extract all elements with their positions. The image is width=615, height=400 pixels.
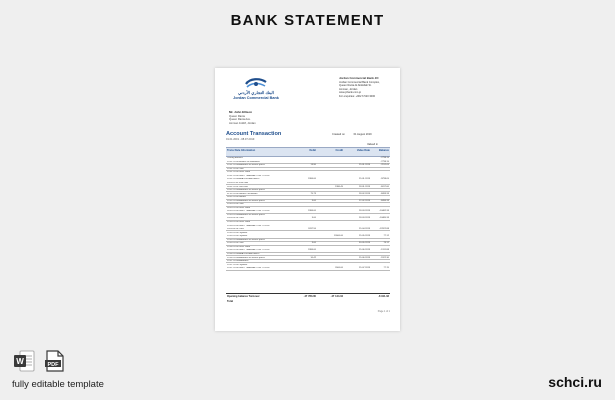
column-header-date: Trans Date Information xyxy=(227,149,256,152)
bank-name: Jordan Commercial Bank JO xyxy=(339,76,379,80)
cell-balance: -7798.15 xyxy=(380,157,389,160)
cell-date: 28.01.2019 Visa card xyxy=(227,185,248,188)
total-row xyxy=(226,300,390,305)
bank-logo-icon xyxy=(244,77,268,90)
section-title: Account Transaction xyxy=(226,131,282,137)
customer-address-block xyxy=(229,111,309,125)
cell-date: 25.06.2019 DEBIT TRANSACTION TO ELS xyxy=(227,249,270,252)
table-body xyxy=(226,157,390,271)
cell-credit: 1380.45 xyxy=(335,185,343,188)
cell-date: 25.01.2019 Allowance of service prices xyxy=(227,164,265,167)
cell-debit: 75.73 xyxy=(310,192,316,195)
cell-balance: 77.70 xyxy=(383,267,389,270)
cell-value-date: 30.05.2019 xyxy=(359,242,370,245)
cell-date: 25.06.2019 Direct Debit xyxy=(227,245,250,248)
cell-date: 25.05.2019 Card xyxy=(227,242,244,245)
bank-address-line: Amman, Jordan xyxy=(339,87,358,91)
cell-date: 25.04.2019 DEBIT TRANSACTION TO ELS xyxy=(227,224,270,227)
totals-balance: -8 911.33 xyxy=(378,295,389,298)
footer-caption: fully editable template xyxy=(12,379,104,390)
cell-date: 2019-01-30 Visa card xyxy=(227,182,248,185)
cell-balance: -8496.33 xyxy=(380,199,389,202)
footer-site-name[interactable]: schci.ru xyxy=(548,374,602,390)
cell-date: 25.01.2019 Direct Debit xyxy=(227,171,250,174)
cell-date: 25.07.2019 Allowance xyxy=(227,260,249,263)
cell-balance: -10485.33 xyxy=(379,217,389,220)
cell-date: 25.05.2019 Allowance of service prices xyxy=(227,238,265,241)
transactions-table xyxy=(226,147,390,271)
cell-date: Closing Balance xyxy=(227,157,243,160)
cell-balance: -12922.88 xyxy=(379,228,389,231)
cell-date: 25.01.2019 AMA/ ESTABLISHED xyxy=(227,178,260,181)
totals-debit: -47 783.00 xyxy=(303,295,316,298)
cell-debit: 10.42 xyxy=(310,256,316,259)
customer-address-line: Amman 11118, Jordan xyxy=(229,121,256,125)
table-row xyxy=(226,267,390,271)
pdf-file-icon[interactable] xyxy=(44,350,66,372)
cell-date: 25.07.2019 DEBIT TRANSACTION TO ELS xyxy=(227,267,270,270)
cell-date: 25.07.2019 Payment xyxy=(227,263,248,266)
valued-in-label: Valued in xyxy=(367,143,379,146)
customer-address-line: Queen Rania xyxy=(229,114,245,118)
cell-value-date: 28.03.2019 xyxy=(359,217,370,220)
cell-date: 25.01.2019 Card xyxy=(227,167,244,170)
cell-value-date: 25.05.2019 xyxy=(359,235,370,238)
cell-date: 25.02.2019 Allowance of service prices xyxy=(227,199,265,202)
cell-date: 25.04.2019 Direct Debit xyxy=(227,221,250,224)
word-badge-label: W xyxy=(16,357,24,366)
cell-date: 2019-04-28 Card xyxy=(227,228,244,231)
cell-balance: -10482.33 xyxy=(379,210,389,213)
cell-date: 25.01.2019 Balance of settlement xyxy=(227,160,260,163)
logo-english-text: Jordan Commercial Bank xyxy=(233,96,279,100)
cell-value-date: 22.02.2019 xyxy=(359,199,370,202)
cell-debit: 3.00 xyxy=(311,199,316,202)
totals-label: Opening balance Turnover xyxy=(227,295,260,298)
cell-balance: -1922.30 xyxy=(380,256,389,259)
cell-debit: 3.00 xyxy=(311,242,316,245)
cell-debit: 1986.00 xyxy=(308,210,316,213)
cell-balance: -1911.88 xyxy=(380,249,389,252)
cell-date: 28.02.2019 Interest xyxy=(227,196,246,199)
cell-balance: -7812.05 xyxy=(380,164,389,167)
cell-value-date: 25.06.2019 xyxy=(359,256,370,259)
cell-date: 25.03.2019 Allowance of service prices xyxy=(227,213,265,216)
bank-address-line: Queen Rania Al Abdullah St. xyxy=(339,84,372,87)
column-header-value-date: Value Date xyxy=(356,149,370,152)
created-date xyxy=(332,133,372,136)
cell-balance: -8493.33 xyxy=(380,192,389,195)
cell-date: 25.05.2019 Payment xyxy=(227,231,248,234)
cell-value-date: 25.01.2019 xyxy=(359,178,370,181)
cell-balance: -7798.15 xyxy=(380,160,389,163)
cell-date: 2019-03-28 Card xyxy=(227,217,244,220)
customer-address-line: Queen Rania Ave. xyxy=(229,118,251,121)
table-header xyxy=(226,147,390,157)
created-value: 01 August 2019 xyxy=(353,133,372,136)
totals-block xyxy=(226,293,390,304)
cell-date: 28.03.2019 Direct Debit xyxy=(227,206,250,209)
bank-address-block xyxy=(339,77,397,98)
column-header-debit: Debit xyxy=(309,149,316,152)
cell-date: 25.01.2019 DEBIT TRANSACTION TO ELS xyxy=(227,174,270,177)
bank-address-line: Jordan Commercial Bank Complex, xyxy=(339,80,380,84)
pdf-badge-label: PDF xyxy=(47,361,59,368)
cell-date: 24.02.2019 Allowance of service prices xyxy=(227,189,265,192)
cell-date: 31.02.2019 Interest Calculation xyxy=(227,192,258,195)
cell-date: 25.06.2019 AMA/ ESTABLISHED xyxy=(227,252,260,255)
cell-value-date: 28.01.2019 xyxy=(359,185,370,188)
cell-balance: -9798.05 xyxy=(380,178,389,181)
page-title: BANK STATEMENT xyxy=(230,12,385,29)
cell-credit: 2000.00 xyxy=(335,267,343,270)
logo-arabic-text: البنك التجاري الأردني xyxy=(238,90,274,95)
cell-value-date: 25.07.2019 xyxy=(359,267,370,270)
bank-phone: For enquiries: +962 6 520 3000 xyxy=(339,94,376,98)
cell-value-date: 25.06.2019 xyxy=(359,249,370,252)
customer-name: Mr. John Ellison xyxy=(229,110,253,114)
cell-date: 28.03.2019 DEBIT TRANSACTION TO ELS xyxy=(227,210,270,213)
cell-date: 25.05.2019 Payment xyxy=(227,235,248,238)
cell-debit: 13.90 xyxy=(310,164,316,167)
word-file-icon[interactable] xyxy=(13,350,35,372)
cell-debit: 3.00 xyxy=(311,217,316,220)
cell-balance: 77.12 xyxy=(383,235,389,238)
cell-balance: 74.12 xyxy=(383,242,389,245)
created-label: Created on xyxy=(332,133,345,136)
cell-date: 25.06.2019 Allowance of service prices xyxy=(227,256,265,259)
cell-value-date: 25.04.2019 xyxy=(359,228,370,231)
cell-debit: 2437.55 xyxy=(308,228,316,231)
cell-value-date: 25.01.2019 xyxy=(359,164,370,167)
statement-period: 01.01.2019 - 08.07.2019 xyxy=(226,138,255,141)
cell-value-date: 28.03.2019 xyxy=(359,210,370,213)
cell-debit: 1986.00 xyxy=(308,249,316,252)
column-header-balance: Balance xyxy=(379,149,389,152)
bank-website: www.jcbank.com.jo xyxy=(339,91,362,94)
cell-balance: -8417.60 xyxy=(380,185,389,188)
column-header-credit: Credit xyxy=(335,149,343,152)
totals-credit: -47 144.34 xyxy=(330,295,343,298)
page-number: Page 1 of 1 xyxy=(377,310,390,313)
bank-logo xyxy=(226,77,286,103)
cell-debit: 1986.00 xyxy=(308,178,316,181)
total-label: Total xyxy=(227,299,234,303)
bank-statement-document xyxy=(215,68,400,331)
cell-credit: 13000.00 xyxy=(333,235,343,238)
cell-date: 25.03.2019 Card xyxy=(227,203,244,206)
cell-value-date: 28.02.2019 xyxy=(359,192,370,195)
